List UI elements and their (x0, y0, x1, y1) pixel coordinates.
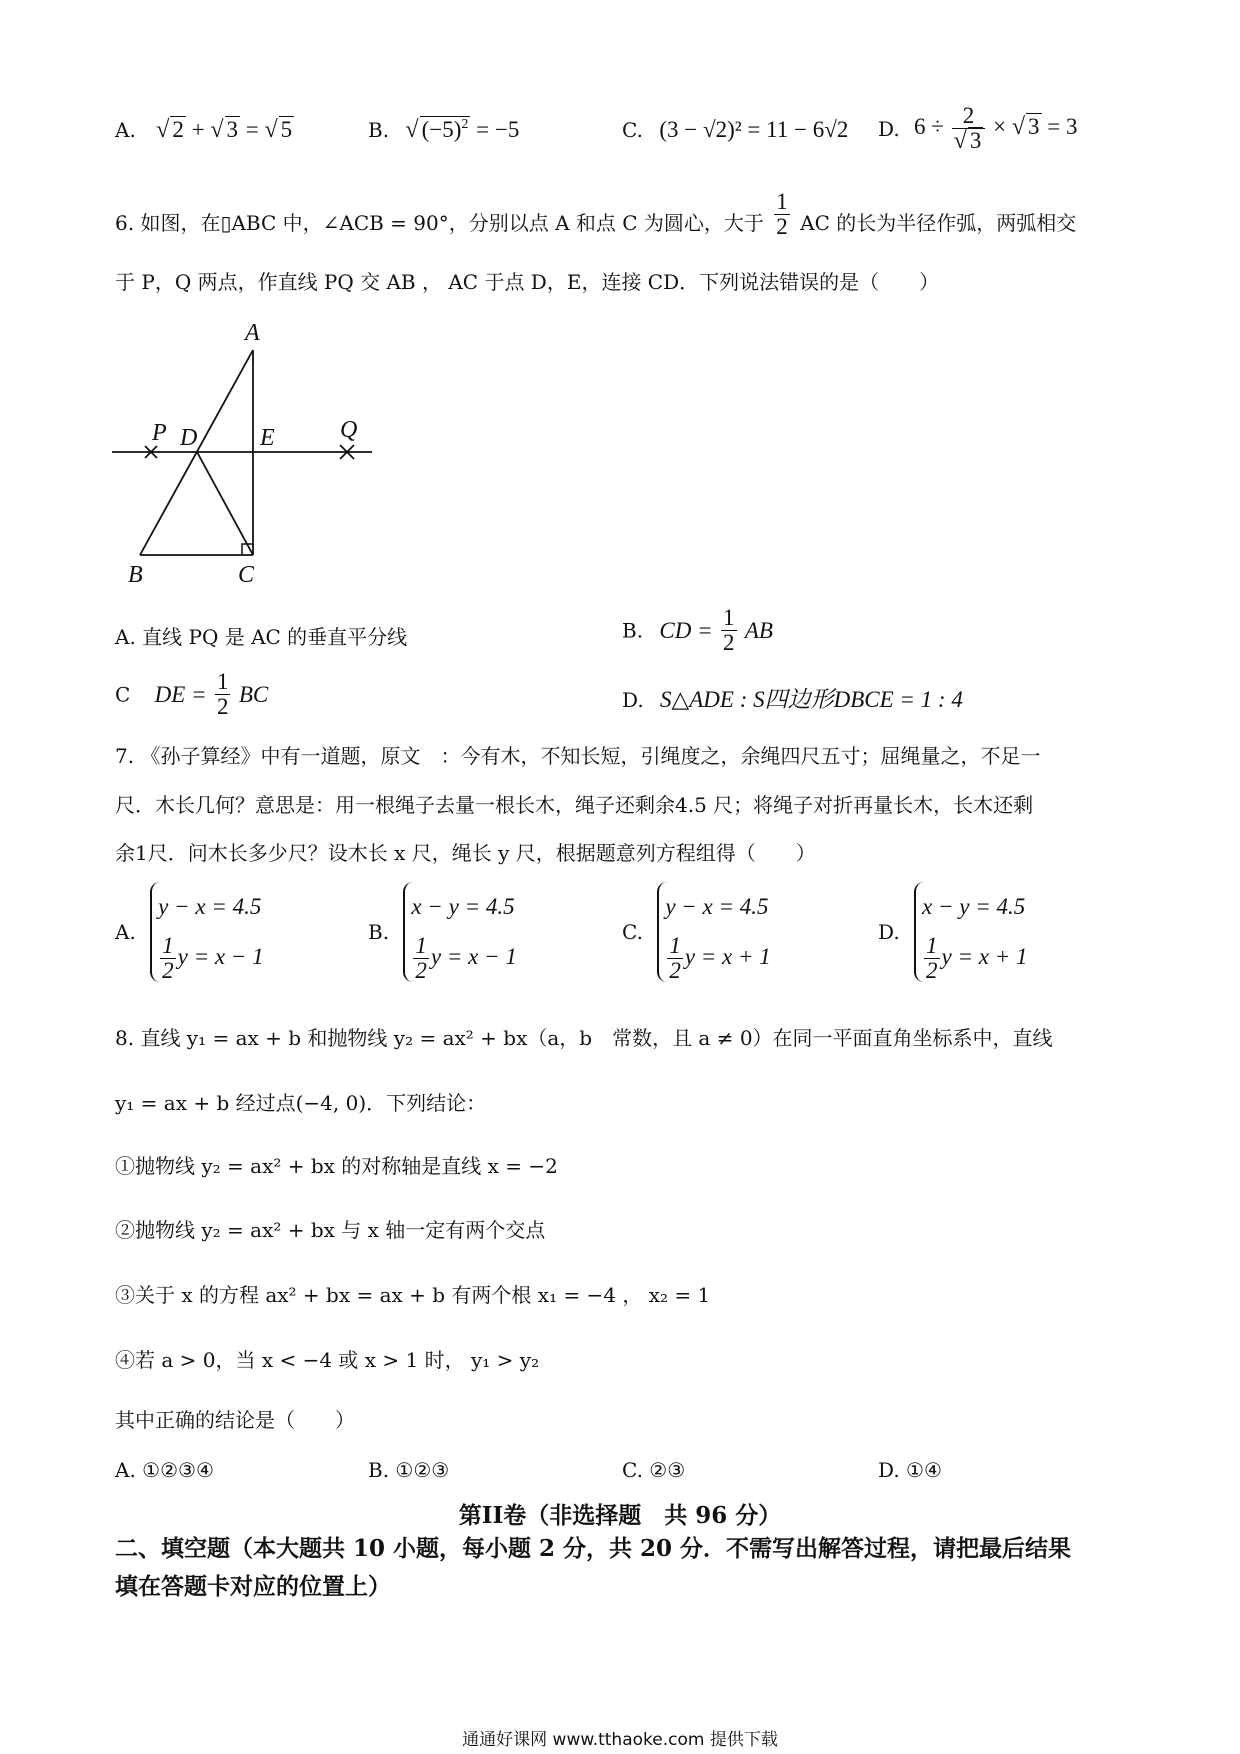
q7-option-b-label: B. (368, 920, 390, 944)
q6-triangle-figure (100, 310, 400, 590)
q5-option-c (622, 118, 848, 141)
label-q: Q (340, 417, 358, 443)
q5-option-c-label: C. (622, 118, 643, 142)
q5-option-a-label: A. (115, 118, 136, 142)
label-e: E (260, 425, 275, 451)
page-footer: 通通好课网 www.tthaoke.com 提供下载 (462, 1730, 778, 1750)
q6-option-a (115, 627, 407, 647)
q6-option-d (622, 688, 963, 711)
q8-statement-2: ②抛物线 y₂ = ax² + bx 与 x 轴一定有两个交点 (115, 1218, 546, 1242)
q7-option-b: B. x − y = 4.5 $\frac{1}{2}$ y = x − 1 (368, 882, 517, 982)
q7-option-c-eq2: y = x + 1 (684, 944, 771, 969)
q7-text-line3: 余1尺．问木长多少尺？设木长 x 尺，绳长 y 尺，根据题意列方程组得（ ） (115, 841, 816, 865)
segment-cd (197, 452, 253, 555)
q5-option-d-label: D. (878, 117, 900, 142)
q8-option-a: A. ①②③④ (115, 1458, 214, 1482)
q6-text-line1: 6. 如图，在▯ABC 中，∠ACB = 90°，分别以点 A 和点 C 为圆心，大于 $\frac{1}{2}$ AC 的长为半径作弧，两弧相交 (115, 189, 1077, 240)
q5-option-b-rhs: = −5 (476, 117, 520, 142)
q6-option-c-lhs: DE = (154, 682, 207, 708)
q7-option-c-eq1: y − x = 4.5 (665, 894, 769, 919)
q6-option-b: B. CD = $\frac{1}{2}$ AB (622, 605, 773, 656)
q7-option-d-eq2: y = x + 1 (941, 944, 1028, 969)
q6-option-b-lhs: CD = (659, 618, 713, 644)
q7-option-b-eq2: y = x − 1 (430, 944, 517, 969)
q5-option-c-expr: (3 − √2)² = 11 − 6√2 (659, 117, 849, 142)
section2-heading-line1: 二、填空题（本大题共 10 小题，每小题 2 分，共 20 分．不需写出解答过程，请把最后结果 (115, 1535, 1072, 1562)
q8-text-line1: 8. 直线 y₁ = ax + b 和抛物线 y₂ = ax² + bx（a，b 常数，且 a ≠ 0）在同一平面直角坐标系中，直线 (115, 1026, 1053, 1050)
q6-line2: 于 P，Q 两点，作直线 PQ 交 AB ， AC 于点 D，E，连接 CD．下列说法错误的是（ ） (115, 270, 940, 294)
q8-statement-3: ③关于 x 的方程 ax² + bx = ax + b 有两个根 x₁ = −4 ， x₂ = 1 (115, 1283, 711, 1307)
label-p: P (152, 420, 167, 446)
q6-option-c-rhs: BC (238, 682, 269, 708)
q5-option-a: A. √ 2 + √ 3 = √ 5 (115, 117, 293, 143)
label-b: B (128, 562, 143, 588)
q5-option-b-label: B. (368, 118, 390, 142)
label-a: A (245, 320, 260, 346)
label-d: D (180, 425, 198, 451)
q7-option-d-eq1: x − y = 4.5 (922, 894, 1026, 919)
q5-option-b: B. √ $(-5)^2 = -5$ (368, 117, 520, 143)
q5-option-d: D. 6 ÷ $\frac{2}{√ 3}$ × √ 3 = 3 (878, 103, 1078, 155)
q6-text-line2 (115, 272, 939, 292)
q7-option-d: D. x − y = 4.5 $\frac{1}{2}$ y = x + 1 (878, 882, 1028, 982)
q7-text-line1: 7. 《孙子算经》中有一道题，原文 ：今有木，不知长短，引绳度之，余绳四尺五寸；屈绳量之，不足一 (115, 744, 1041, 768)
q7-text-line2: 尺．木长几何？意思是：用一根绳子去量一根长木，绳子还剩余4.5 尺；将绳子对折再量长木，长木还剩 (115, 793, 1034, 817)
q7-option-c: C. y − x = 4.5 $\frac{1}{2}$ y = x + 1 (622, 882, 771, 982)
q7-option-d-label: D. (878, 920, 900, 944)
q7-option-a-label: A. (115, 920, 136, 944)
q6-option-d-label: D. (622, 688, 644, 712)
q8-prompt: 其中正确的结论是（ ） (115, 1408, 355, 1432)
q8-text-line2: y₁ = ax + b 经过点(−4, 0)．下列结论： (115, 1091, 487, 1115)
q7-option-b-eq1: x − y = 4.5 (411, 894, 515, 919)
q7-option-a-eq1: y − x = 4.5 (158, 894, 262, 919)
q8-option-d: D. ①④ (878, 1458, 942, 1482)
q6-option-b-label: B. (622, 618, 644, 643)
label-c: C (238, 562, 255, 588)
q8-statement-1: ①抛物线 y₂ = ax² + bx 的对称轴是直线 x = −2 (115, 1154, 558, 1178)
q8-option-c: C. ②③ (622, 1458, 686, 1482)
section2-heading-line2: 填在答题卡对应的位置上） (115, 1573, 391, 1600)
q6-line1-head: 6. 如图，在▯ABC 中，∠ACB = 90°，分别以点 A 和点 C 为圆心，大于 (115, 211, 764, 236)
q8-option-b: B. ①②③ (368, 1458, 450, 1482)
q7-option-a-eq2: y = x − 1 (177, 944, 264, 969)
q6-option-c: C DE = $\frac{1}{2}$ BC (115, 669, 269, 720)
q6-option-a-text: A. 直线 PQ 是 AC 的垂直平分线 (115, 625, 408, 649)
q8-statement-4: ④若 a > 0，当 x < −4 或 x > 1 时， y₁ > y₂ (115, 1348, 540, 1372)
q6-option-b-rhs: AB (744, 618, 773, 644)
q6-option-c-label: C (115, 682, 131, 707)
q7-option-a: A. y − x = 4.5 $\frac{1}{2}$ y = x − 1 (115, 882, 264, 982)
section2-title: 第II卷（非选择题 共 96 分） (458, 1502, 782, 1529)
q6-option-d-expr: S△ADE : S四边形DBCE = 1 : 4 (660, 687, 963, 712)
q7-option-c-label: C. (622, 920, 643, 944)
q6-line1-tail: AC 的长为半径作弧，两弧相交 (800, 211, 1077, 236)
